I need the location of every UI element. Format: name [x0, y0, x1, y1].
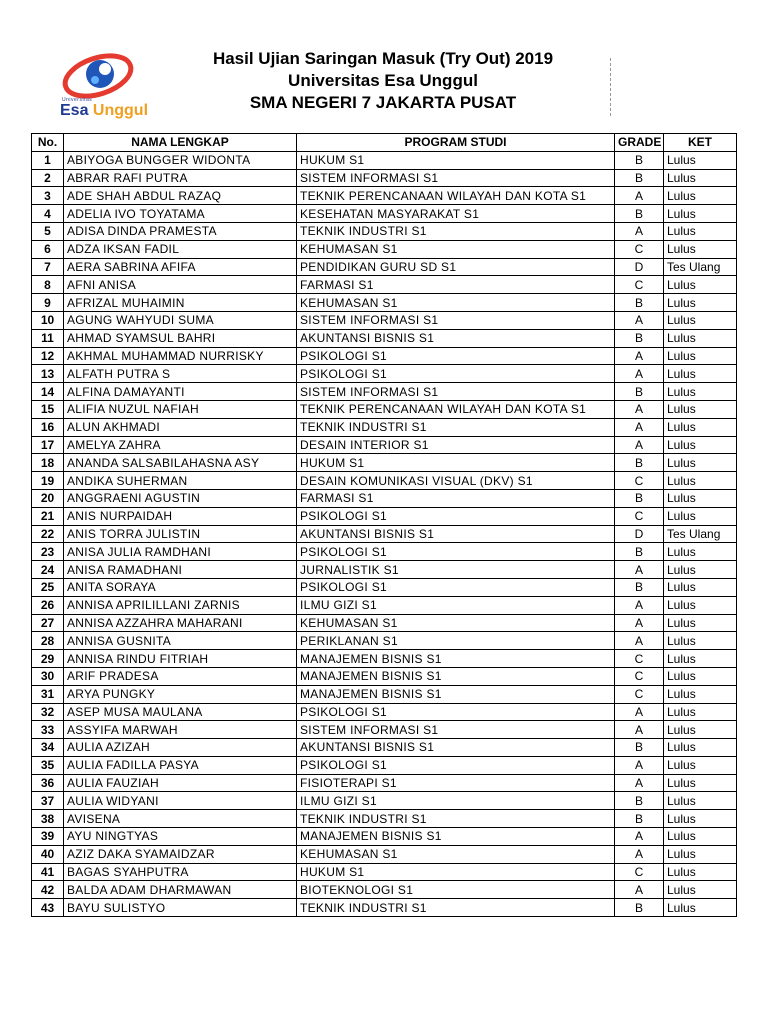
student-name: ALUN AKHMADI — [64, 418, 297, 436]
table-row — [32, 845, 737, 863]
study-program: ILMU GIZI S1 — [297, 596, 615, 614]
table-row — [32, 258, 737, 276]
result-status: Lulus — [664, 881, 737, 899]
student-name: ALFINA DAMAYANTI — [64, 383, 297, 401]
grade: B — [615, 489, 664, 507]
student-name: ANITA SORAYA — [64, 578, 297, 596]
table-row — [32, 418, 737, 436]
table-row — [32, 756, 737, 774]
study-program: PSIKOLOGI S1 — [297, 347, 615, 365]
student-name: ABIYOGA BUNGGER WIDONTA — [64, 151, 297, 169]
student-name: AULIA WIDYANI — [64, 792, 297, 810]
result-status: Lulus — [664, 294, 737, 312]
row-number: 17 — [32, 436, 64, 454]
table-row — [32, 543, 737, 561]
grade: C — [615, 472, 664, 490]
grade: A — [615, 436, 664, 454]
study-program: TEKNIK INDUSTRI S1 — [297, 222, 615, 240]
study-program: MANAJEMEN BISNIS S1 — [297, 667, 615, 685]
table-row — [32, 721, 737, 739]
result-status: Lulus — [664, 187, 737, 205]
row-number: 37 — [32, 792, 64, 810]
grade: B — [615, 543, 664, 561]
student-name: AZIZ DAKA SYAMAIDZAR — [64, 845, 297, 863]
student-name: ANNISA RINDU FITRIAH — [64, 650, 297, 668]
study-program: FISIOTERAPI S1 — [297, 774, 615, 792]
student-name: AERA SABRINA AFIFA — [64, 258, 297, 276]
student-name: ANISA RAMADHANI — [64, 561, 297, 579]
result-status: Lulus — [664, 632, 737, 650]
student-name: ABRAR RAFI PUTRA — [64, 169, 297, 187]
study-program: KEHUMASAN S1 — [297, 240, 615, 258]
result-status: Lulus — [664, 614, 737, 632]
col-header-no: No. — [32, 134, 64, 152]
grade: B — [615, 151, 664, 169]
row-number: 6 — [32, 240, 64, 258]
table-row — [32, 329, 737, 347]
study-program: PENDIDIKAN GURU SD S1 — [297, 258, 615, 276]
grade: A — [615, 828, 664, 846]
study-program: TEKNIK INDUSTRI S1 — [297, 899, 615, 917]
row-number: 15 — [32, 400, 64, 418]
student-name: ANIS NURPAIDAH — [64, 507, 297, 525]
grade: A — [615, 774, 664, 792]
student-name: ADELIA IVO TOYATAMA — [64, 205, 297, 223]
student-name: ANNISA GUSNITA — [64, 632, 297, 650]
grade: C — [615, 863, 664, 881]
results-table — [31, 133, 737, 917]
table-row — [32, 774, 737, 792]
university-logo — [58, 50, 149, 122]
table-row — [32, 294, 737, 312]
grade: A — [615, 845, 664, 863]
logo-wordmark — [60, 102, 148, 120]
col-header-grade: GRADE — [615, 134, 664, 152]
student-name: ARIF PRADESA — [64, 667, 297, 685]
student-name: AVISENA — [64, 810, 297, 828]
study-program: TEKNIK PERENCANAAN WILAYAH DAN KOTA S1 — [297, 187, 615, 205]
table-row — [32, 205, 737, 223]
grade: A — [615, 561, 664, 579]
table-row — [32, 187, 737, 205]
study-program: DESAIN KOMUNIKASI VISUAL (DKV) S1 — [297, 472, 615, 490]
study-program: JURNALISTIK S1 — [297, 561, 615, 579]
table-row — [32, 739, 737, 757]
row-number: 33 — [32, 721, 64, 739]
row-number: 20 — [32, 489, 64, 507]
study-program: SISTEM INFORMASI S1 — [297, 383, 615, 401]
study-program: PERIKLANAN S1 — [297, 632, 615, 650]
student-name: AFNI ANISA — [64, 276, 297, 294]
grade: B — [615, 792, 664, 810]
row-number: 25 — [32, 578, 64, 596]
student-name: ANGGRAENI AGUSTIN — [64, 489, 297, 507]
table-row — [32, 240, 737, 258]
result-status: Lulus — [664, 222, 737, 240]
result-status: Lulus — [664, 169, 737, 187]
row-number: 36 — [32, 774, 64, 792]
table-row — [32, 561, 737, 579]
row-number: 2 — [32, 169, 64, 187]
result-status: Tes Ulang — [664, 525, 737, 543]
study-program: TEKNIK INDUSTRI S1 — [297, 810, 615, 828]
header-title: Hasil Ujian Saringan Masuk (Try Out) 2019 — [212, 49, 554, 68]
grade: C — [615, 507, 664, 525]
row-number: 41 — [32, 863, 64, 881]
student-name: AULIA FAUZIAH — [64, 774, 297, 792]
student-name: AGUNG WAHYUDI SUMA — [64, 311, 297, 329]
grade: A — [615, 311, 664, 329]
student-name: BAGAS SYAHPUTRA — [64, 863, 297, 881]
grade: C — [615, 650, 664, 668]
result-status: Tes Ulang — [664, 258, 737, 276]
study-program: HUKUM S1 — [297, 151, 615, 169]
table-header-row — [32, 134, 737, 152]
grade: C — [615, 685, 664, 703]
grade: B — [615, 578, 664, 596]
row-number: 40 — [32, 845, 64, 863]
table-row — [32, 454, 737, 472]
row-number: 13 — [32, 365, 64, 383]
row-number: 12 — [32, 347, 64, 365]
study-program: ILMU GIZI S1 — [297, 792, 615, 810]
table-row — [32, 400, 737, 418]
study-program: MANAJEMEN BISNIS S1 — [297, 685, 615, 703]
table-row — [32, 881, 737, 899]
table-row — [32, 151, 737, 169]
table-row — [32, 365, 737, 383]
table-row — [32, 489, 737, 507]
student-name: ALIFIA NUZUL NAFIAH — [64, 400, 297, 418]
study-program: FARMASI S1 — [297, 276, 615, 294]
study-program: HUKUM S1 — [297, 454, 615, 472]
table-row — [32, 383, 737, 401]
result-status: Lulus — [664, 863, 737, 881]
student-name: ASEP MUSA MAULANA — [64, 703, 297, 721]
grade: A — [615, 721, 664, 739]
table-row — [32, 169, 737, 187]
grade: A — [615, 187, 664, 205]
row-number: 22 — [32, 525, 64, 543]
student-name: ANIS TORRA JULISTIN — [64, 525, 297, 543]
table-row — [32, 222, 737, 240]
grade: B — [615, 899, 664, 917]
study-program: SISTEM INFORMASI S1 — [297, 721, 615, 739]
table-row — [32, 703, 737, 721]
result-status: Lulus — [664, 329, 737, 347]
result-status: Lulus — [664, 561, 737, 579]
study-program: AKUNTANSI BISNIS S1 — [297, 739, 615, 757]
result-status: Lulus — [664, 365, 737, 383]
row-number: 31 — [32, 685, 64, 703]
col-header-name: NAMA LENGKAP — [64, 134, 297, 152]
row-number: 5 — [32, 222, 64, 240]
grade: A — [615, 365, 664, 383]
row-number: 7 — [32, 258, 64, 276]
table-row — [32, 632, 737, 650]
student-name: ARYA PUNGKY — [64, 685, 297, 703]
result-status: Lulus — [664, 845, 737, 863]
table-row — [32, 507, 737, 525]
result-status: Lulus — [664, 151, 737, 169]
grade: A — [615, 418, 664, 436]
logo-swoosh-icon — [58, 50, 138, 100]
student-name: AULIA AZIZAH — [64, 739, 297, 757]
grade: B — [615, 294, 664, 312]
result-status: Lulus — [664, 667, 737, 685]
result-status: Lulus — [664, 205, 737, 223]
student-name: AHMAD SYAMSUL BAHRI — [64, 329, 297, 347]
result-status: Lulus — [664, 721, 737, 739]
grade: C — [615, 276, 664, 294]
table-row — [32, 347, 737, 365]
student-name: ADZA IKSAN FADIL — [64, 240, 297, 258]
result-status: Lulus — [664, 899, 737, 917]
grade: A — [615, 222, 664, 240]
table-row — [32, 596, 737, 614]
row-number: 27 — [32, 614, 64, 632]
header-school: SMA NEGERI 7 JAKARTA PUSAT — [249, 93, 517, 112]
study-program: TEKNIK INDUSTRI S1 — [297, 418, 615, 436]
result-status: Lulus — [664, 828, 737, 846]
result-status: Lulus — [664, 703, 737, 721]
row-number: 19 — [32, 472, 64, 490]
study-program: DESAIN INTERIOR S1 — [297, 436, 615, 454]
study-program: MANAJEMEN BISNIS S1 — [297, 650, 615, 668]
result-status: Lulus — [664, 311, 737, 329]
row-number: 4 — [32, 205, 64, 223]
study-program: TEKNIK PERENCANAAN WILAYAH DAN KOTA S1 — [297, 400, 615, 418]
table-row — [32, 311, 737, 329]
row-number: 23 — [32, 543, 64, 561]
result-status: Lulus — [664, 276, 737, 294]
student-name: AULIA FADILLA PASYA — [64, 756, 297, 774]
study-program: PSIKOLOGI S1 — [297, 365, 615, 383]
result-status: Lulus — [664, 596, 737, 614]
table-row — [32, 667, 737, 685]
row-number: 42 — [32, 881, 64, 899]
student-name: AMELYA ZAHRA — [64, 436, 297, 454]
student-name: ANANDA SALSABILAHASNA ASY — [64, 454, 297, 472]
grade: A — [615, 596, 664, 614]
table-row — [32, 436, 737, 454]
grade: A — [615, 756, 664, 774]
study-program: PSIKOLOGI S1 — [297, 507, 615, 525]
result-status: Lulus — [664, 650, 737, 668]
student-name: ANNISA AZZAHRA MAHARANI — [64, 614, 297, 632]
row-number: 29 — [32, 650, 64, 668]
table-row — [32, 685, 737, 703]
result-status: Lulus — [664, 418, 737, 436]
study-program: PSIKOLOGI S1 — [297, 578, 615, 596]
study-program: MANAJEMEN BISNIS S1 — [297, 828, 615, 846]
result-status: Lulus — [664, 489, 737, 507]
row-number: 35 — [32, 756, 64, 774]
grade: C — [615, 240, 664, 258]
result-status: Lulus — [664, 400, 737, 418]
study-program: PSIKOLOGI S1 — [297, 756, 615, 774]
row-number: 18 — [32, 454, 64, 472]
table-row — [32, 472, 737, 490]
student-name: ADE SHAH ABDUL RAZAQ — [64, 187, 297, 205]
grade: C — [615, 667, 664, 685]
study-program: SISTEM INFORMASI S1 — [297, 169, 615, 187]
study-program: AKUNTANSI BISNIS S1 — [297, 329, 615, 347]
row-number: 34 — [32, 739, 64, 757]
student-name: ALFATH PUTRA S — [64, 365, 297, 383]
grade: A — [615, 881, 664, 899]
result-status: Lulus — [664, 739, 737, 757]
grade: B — [615, 329, 664, 347]
study-program: KEHUMASAN S1 — [297, 845, 615, 863]
table-row — [32, 863, 737, 881]
table-row — [32, 525, 737, 543]
student-name: AKHMAL MUHAMMAD NURRISKY — [64, 347, 297, 365]
logo-word-b: Unggul — [88, 102, 149, 119]
row-number: 38 — [32, 810, 64, 828]
row-number: 3 — [32, 187, 64, 205]
row-number: 32 — [32, 703, 64, 721]
grade: B — [615, 810, 664, 828]
row-number: 30 — [32, 667, 64, 685]
study-program: FARMASI S1 — [297, 489, 615, 507]
result-status: Lulus — [664, 436, 737, 454]
table-row — [32, 650, 737, 668]
result-status: Lulus — [664, 774, 737, 792]
row-number: 43 — [32, 899, 64, 917]
student-name: ANNISA APRILILLANI ZARNIS — [64, 596, 297, 614]
result-status: Lulus — [664, 383, 737, 401]
study-program: PSIKOLOGI S1 — [297, 703, 615, 721]
study-program: BIOTEKNOLOGI S1 — [297, 881, 615, 899]
grade: A — [615, 400, 664, 418]
row-number: 1 — [32, 151, 64, 169]
table-row — [32, 614, 737, 632]
result-status: Lulus — [664, 507, 737, 525]
grade: A — [615, 614, 664, 632]
table-row — [32, 899, 737, 917]
table-row — [32, 276, 737, 294]
student-name: ADISA DINDA PRAMESTA — [64, 222, 297, 240]
row-number: 8 — [32, 276, 64, 294]
grade: B — [615, 383, 664, 401]
result-status: Lulus — [664, 810, 737, 828]
row-number: 26 — [32, 596, 64, 614]
study-program: KEHUMASAN S1 — [297, 294, 615, 312]
result-status: Lulus — [664, 454, 737, 472]
grade: D — [615, 525, 664, 543]
study-program: HUKUM S1 — [297, 863, 615, 881]
result-status: Lulus — [664, 578, 737, 596]
grade: B — [615, 739, 664, 757]
col-header-ket: KET — [664, 134, 737, 152]
row-number: 11 — [32, 329, 64, 347]
grade: B — [615, 454, 664, 472]
col-header-program: PROGRAM STUDI — [297, 134, 615, 152]
grade: A — [615, 632, 664, 650]
logo-word-a: Esa — [60, 102, 89, 119]
student-name: BAYU SULISTYO — [64, 899, 297, 917]
table-row — [32, 578, 737, 596]
logo-subtitle: Universitas — [62, 97, 93, 103]
grade: B — [615, 205, 664, 223]
row-number: 10 — [32, 311, 64, 329]
table-row — [32, 810, 737, 828]
result-status: Lulus — [664, 792, 737, 810]
student-name: ASSYIFA MARWAH — [64, 721, 297, 739]
study-program: KEHUMASAN S1 — [297, 614, 615, 632]
grade: A — [615, 347, 664, 365]
header-university: Universitas Esa Unggul — [288, 71, 478, 90]
row-number: 24 — [32, 561, 64, 579]
row-number: 28 — [32, 632, 64, 650]
page-divider — [610, 58, 612, 116]
result-status: Lulus — [664, 543, 737, 561]
result-status: Lulus — [664, 756, 737, 774]
document-header — [150, 48, 616, 114]
result-status: Lulus — [664, 347, 737, 365]
table-body — [32, 151, 737, 916]
study-program: AKUNTANSI BISNIS S1 — [297, 525, 615, 543]
study-program: SISTEM INFORMASI S1 — [297, 311, 615, 329]
study-program: KESEHATAN MASYARAKAT S1 — [297, 205, 615, 223]
student-name: AFRIZAL MUHAIMIN — [64, 294, 297, 312]
grade: D — [615, 258, 664, 276]
student-name: BALDA ADAM DHARMAWAN — [64, 881, 297, 899]
student-name: ANDIKA SUHERMAN — [64, 472, 297, 490]
row-number: 39 — [32, 828, 64, 846]
result-status: Lulus — [664, 472, 737, 490]
row-number: 21 — [32, 507, 64, 525]
result-status: Lulus — [664, 240, 737, 258]
row-number: 9 — [32, 294, 64, 312]
study-program: PSIKOLOGI S1 — [297, 543, 615, 561]
grade: A — [615, 703, 664, 721]
result-status: Lulus — [664, 685, 737, 703]
row-number: 16 — [32, 418, 64, 436]
row-number: 14 — [32, 383, 64, 401]
table-row — [32, 792, 737, 810]
grade: B — [615, 169, 664, 187]
student-name: AYU NINGTYAS — [64, 828, 297, 846]
table-row — [32, 828, 737, 846]
student-name: ANISA JULIA RAMDHANI — [64, 543, 297, 561]
